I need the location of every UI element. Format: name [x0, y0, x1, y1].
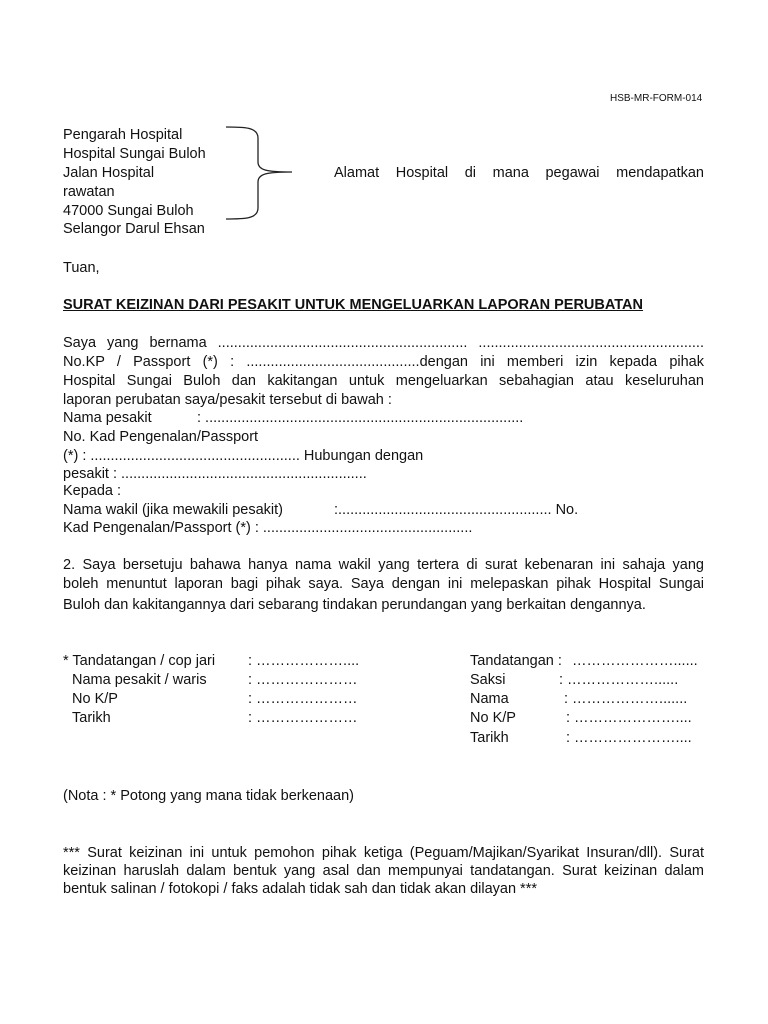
form-code: HSB-MR-FORM-014	[610, 93, 703, 104]
sig-right-value: …………………......	[572, 653, 698, 669]
wakil-label: Nama wakil (jika mewakili pesakit)	[63, 502, 283, 518]
paragraph2-line: Buloh dan kakitangannya dari sebarang tindakan perundangan yang berkaitan dengannya.	[63, 597, 646, 613]
note: (Nota : * Potong yang mana tidak berkenaan)	[63, 788, 354, 804]
paragraph2-line: boleh menuntut laporan bagi pihak saya. Saya dengan ini melepaskan pihak Hospital Sungai	[63, 576, 704, 592]
kepada-label: Kepada :	[63, 483, 122, 499]
nama-pesakit-field: : ...............................................................................	[197, 410, 524, 426]
address-line: Selangor Darul Ehsan	[63, 221, 205, 237]
sig-left-value: : ………………....	[248, 653, 360, 669]
sig-left-label: No K/P	[72, 691, 118, 707]
sig-right-label: Tandatangan :	[470, 653, 562, 669]
sig-right-label: Tarikh	[470, 730, 509, 746]
footer-line: keizinan haruslah dalam bentuk yang asal dan mempunyai tandatangan. Surat keizinan dalam	[63, 863, 704, 879]
sig-right-value: : ……………….......	[564, 691, 688, 707]
wakil-kad-field: Kad Pengenalan/Passport (*) : ....................................................	[63, 520, 473, 536]
sig-left-value: : …………………	[248, 710, 358, 726]
sig-left-value: : …………………	[248, 672, 358, 688]
sig-left-label: Nama pesakit / waris	[72, 672, 207, 688]
address-line: Hospital Sungai Buloh	[63, 146, 206, 162]
sig-right-value: : ………………......	[559, 672, 679, 688]
brace-icon	[222, 124, 296, 222]
address-line: rawatan	[63, 184, 115, 200]
kad-label: No. Kad Pengenalan/Passport	[63, 429, 259, 445]
wakil-field: :..................................................... No.	[334, 502, 579, 518]
sig-right-label: Nama	[470, 691, 509, 707]
pesakit-field: pesakit : .............................................................	[63, 466, 367, 482]
address-line: Pengarah Hospital	[63, 127, 183, 143]
address-line: Jalan Hospital	[63, 165, 155, 181]
salutation: Tuan,	[63, 260, 100, 276]
paragraph2-line: 2. Saya bersetuju bahawa hanya nama wakil yang tertera di surat kebenaran ini sahaja yang	[63, 557, 704, 573]
body-line: No.KP / Passport (*) : ...........................................dengan ini memberi izin kepada pihak	[63, 354, 704, 370]
address-annotation: Alamat Hospital di mana pegawai mendapatkan	[334, 165, 704, 181]
footer-line: *** Surat keizinan ini untuk pemohon pihak ketiga (Peguam/Majikan/Syarikat Insuran/dll). Surat	[63, 845, 704, 861]
sig-right-value: : …………………....	[566, 710, 692, 726]
sig-right-value: : …………………....	[566, 730, 692, 746]
sig-left-label: * Tandatangan / cop jari	[63, 653, 216, 669]
nama-pesakit-label: Nama pesakit	[63, 410, 152, 426]
sig-right-label: No K/P	[470, 710, 516, 726]
body-line: laporan perubatan saya/pesakit tersebut di bawah :	[63, 392, 392, 408]
sig-left-value: : …………………	[248, 691, 358, 707]
kad-field: (*) : .................................................... Hubungan dengan	[63, 448, 424, 464]
document-title: SURAT KEIZINAN DARI PESAKIT UNTUK MENGELUARKAN LAPORAN PERUBATAN	[63, 297, 643, 313]
body-line: Saya yang bernama .............................................................. ........................................................	[63, 335, 704, 351]
body-line: Hospital Sungai Buloh dan kakitangan untuk mengeluarkan sebahagian atau keseluruhan	[63, 373, 704, 389]
address-line: 47000 Sungai Buloh	[63, 203, 194, 219]
footer-line: bentuk salinan / fotokopi / faks adalah tidak sah dan tidak akan dilayan ***	[63, 881, 537, 897]
sig-left-label: Tarikh	[72, 710, 111, 726]
sig-right-label: Saksi	[470, 672, 506, 688]
